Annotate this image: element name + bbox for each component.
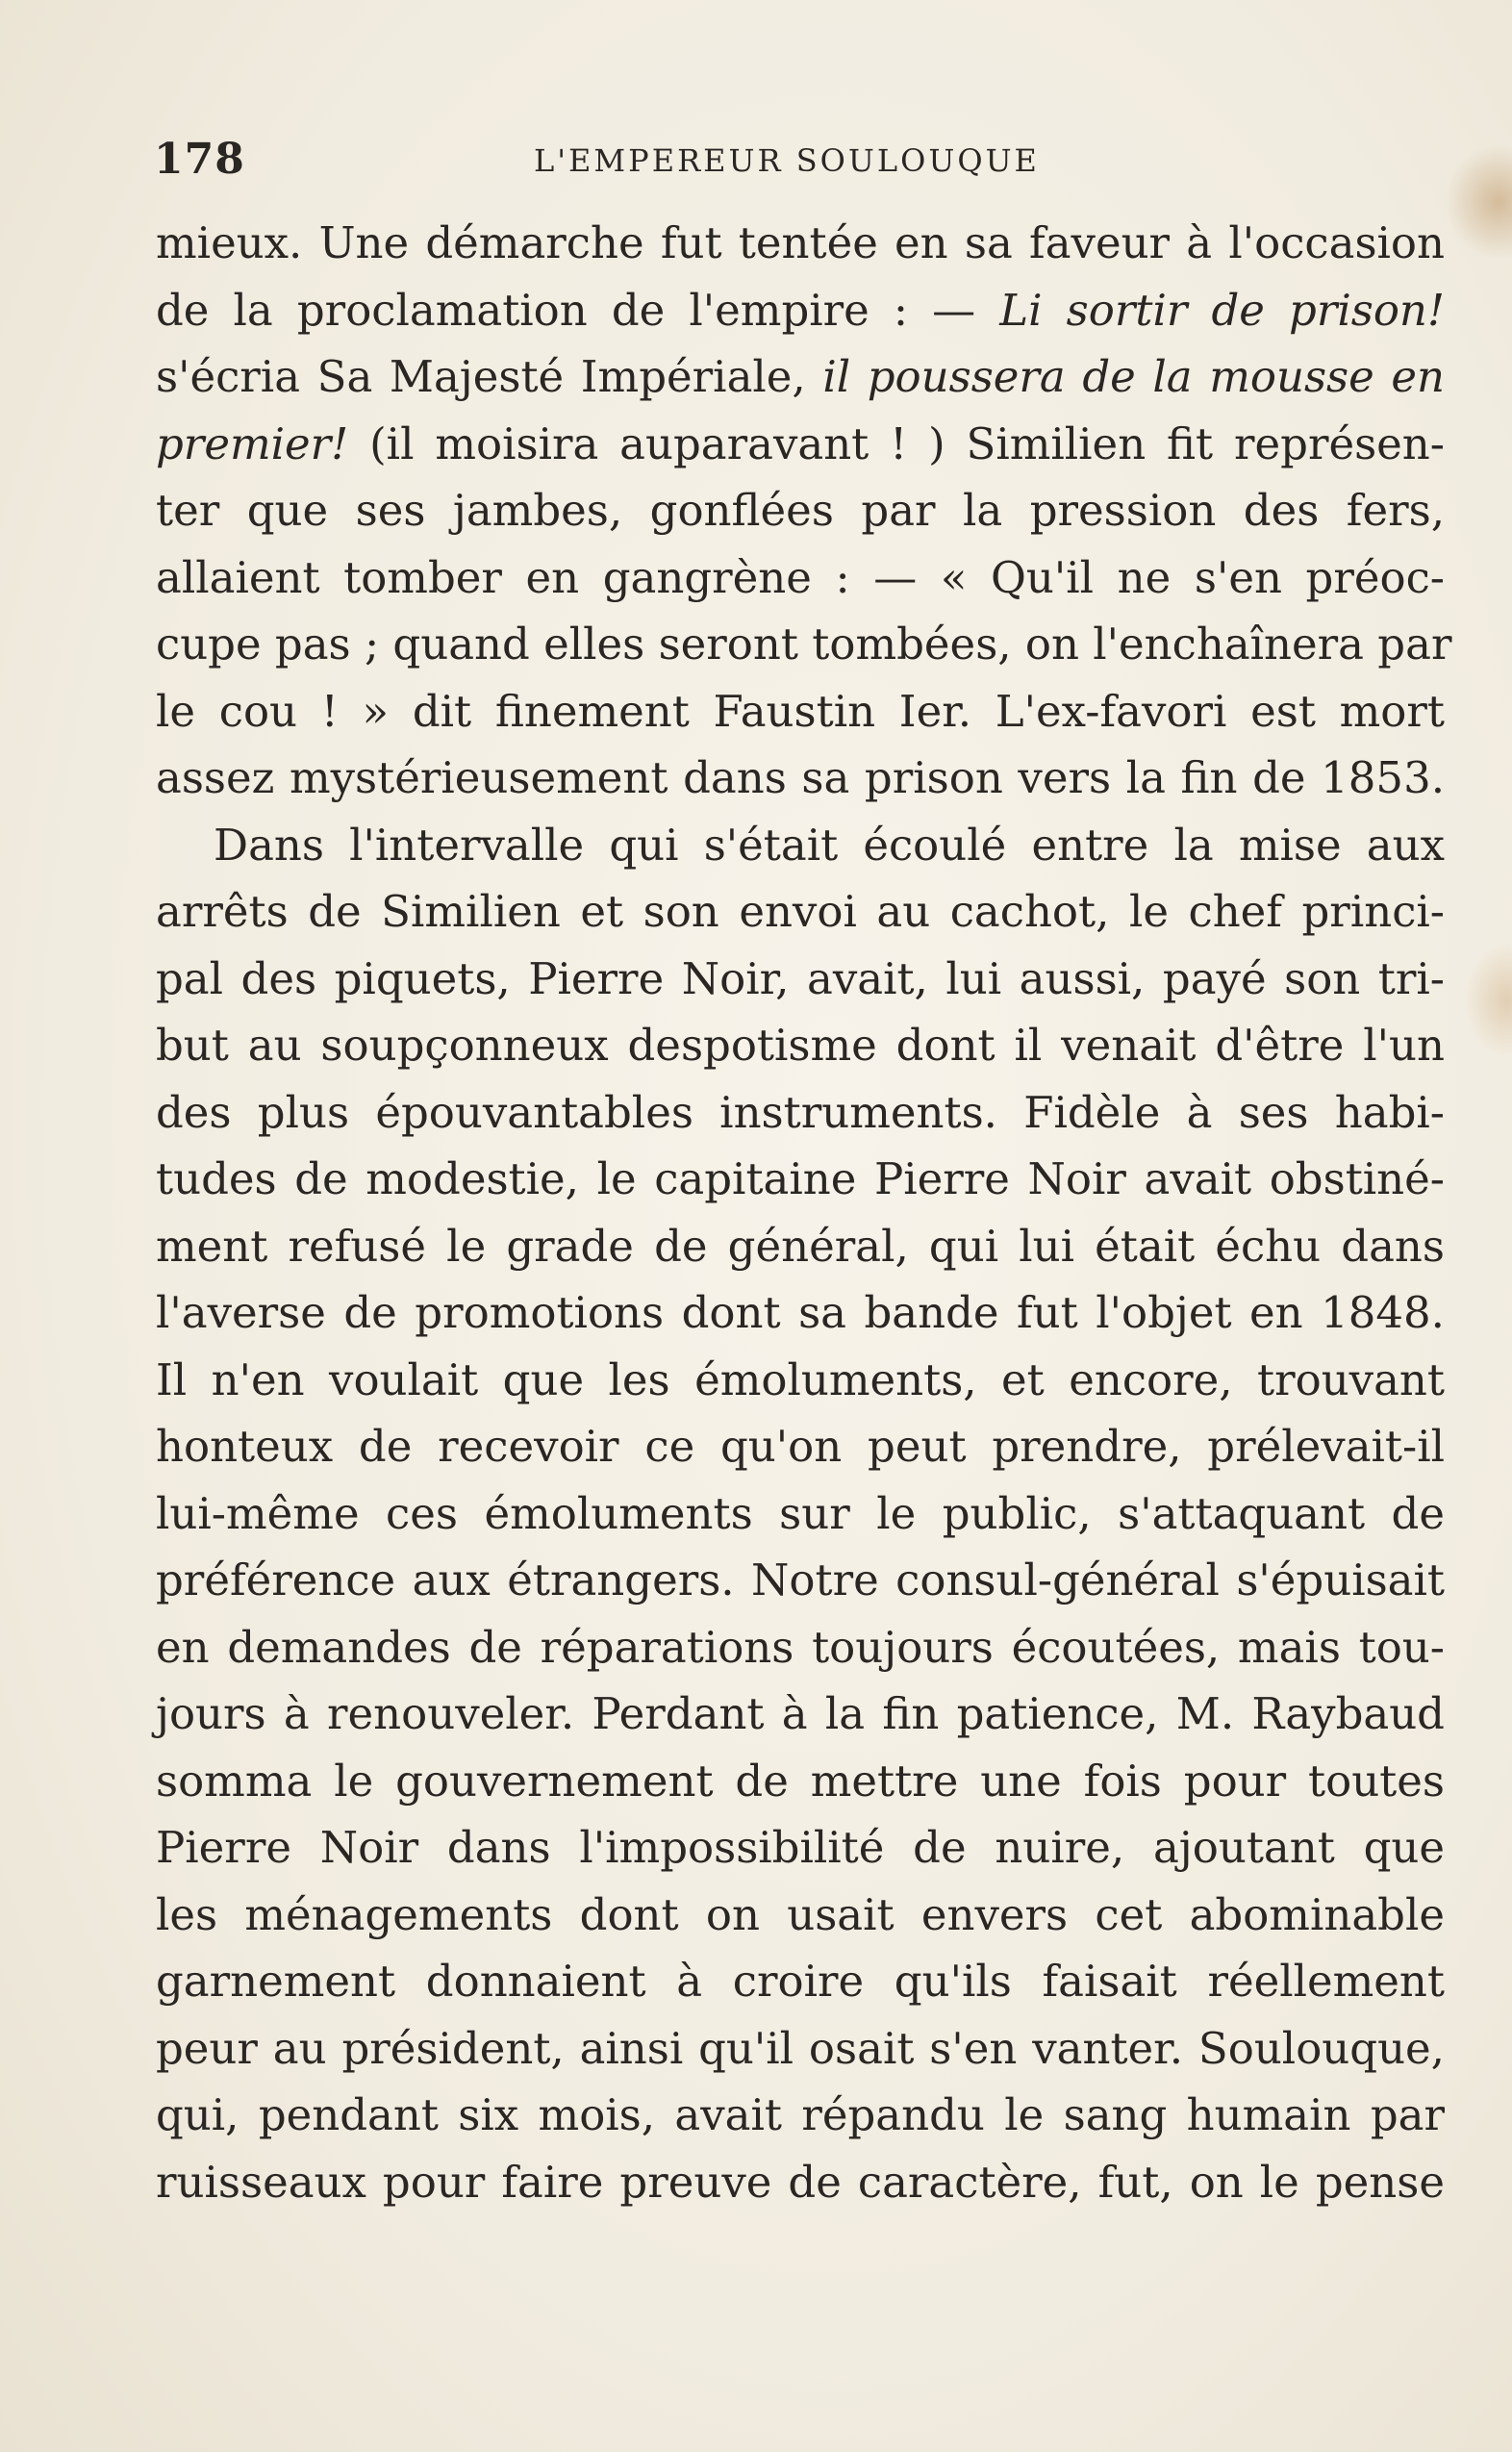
text-line: but au soupçonneux despotisme dont il venait d'être l'un	[156, 1020, 1445, 1071]
text-line: mieux. Une démarche fut tentée en sa faveur à l'occasion	[156, 217, 1445, 268]
text-line: arrêts de Similien et son envoi au cachot, le chef princi-	[156, 886, 1445, 937]
text-line: ter que ses jambes, gonflées par la pression des fers,	[156, 485, 1445, 536]
text-line: tudes de modestie, le capitaine Pierre Noir avait obstiné-	[156, 1153, 1445, 1204]
text-line: le cou ! » dit finement Faustin Ier. L'ex-favori est mort	[156, 685, 1445, 737]
page-number: 178	[154, 135, 245, 184]
text-line: des plus épouvantables instruments. Fidèle à ses habi-	[156, 1086, 1445, 1138]
paper-stain	[1464, 943, 1512, 1058]
text-line: somma le gouvernement de mettre une fois pour toutes	[156, 1755, 1445, 1807]
text-line: préférence aux étrangers. Notre consul-général s'épuisait	[156, 1555, 1445, 1605]
text-line: l'averse de promotions dont sa bande fut l'objet en 1848.	[156, 1287, 1445, 1338]
text-line: assez mystérieusement dans sa prison vers la fin de 1853.	[156, 752, 1445, 803]
text-line: de la proclamation de l'empire : — Li sortir de prison!	[156, 284, 1445, 336]
text-line: allaient tomber en gangrène : — « Qu'il ne s'en préoc-	[156, 551, 1445, 603]
text-line: premier! (il moisira auparavant ! ) Similien fit représen-	[156, 417, 1445, 469]
text-line: Dans l'intervalle qui s'était écoulé entre la mise aux	[214, 819, 1445, 871]
text-line: les ménagements dont on usait envers cet abominable	[156, 1888, 1445, 1940]
text-line: ruisseaux pour faire preuve de caractère, fut, on le pense	[156, 2156, 1445, 2208]
text-line: lui-même ces émoluments sur le public, s'attaquant de	[156, 1487, 1445, 1539]
text-line: Pierre Noir dans l'impossibilité de nuire, ajoutant que	[156, 1822, 1445, 1873]
text-line: peur au président, ainsi qu'il osait s'en vanter. Soulouque,	[156, 2022, 1445, 2074]
text-line: cupe pas ; quand elles seront tombées, on l'enchaînera par	[156, 619, 1452, 670]
text-line: s'écria Sa Majesté Impériale, il poussera de la mousse en	[156, 351, 1445, 402]
text-line: jours à renouveler. Perdant à la fin patience, M. Raybaud	[156, 1688, 1445, 1739]
text-line: pal des piquets, Pierre Noir, avait, lui aussi, payé son tri-	[156, 952, 1445, 1004]
body-text	[156, 210, 1452, 2215]
paper-stain	[1445, 144, 1512, 260]
text-line: en demandes de réparations toujours écoutées, mais tou-	[156, 1621, 1445, 1673]
page-header	[154, 135, 1443, 192]
text-line: honteux de recevoir ce qu'on peut prendre, prélevait-il	[156, 1421, 1445, 1472]
text-line: Il n'en voulait que les émoluments, et encore, trouvant	[156, 1353, 1445, 1405]
text-line: ment refusé le grade de général, qui lui était échu dans	[156, 1220, 1445, 1272]
text-line: qui, pendant six mois, avait répandu le sang humain par	[156, 2089, 1445, 2140]
text-line: garnement donnaient à croire qu'ils faisait réellement	[156, 1956, 1445, 2007]
running-head: L'EMPEREUR SOULOUQUE	[534, 142, 1040, 179]
